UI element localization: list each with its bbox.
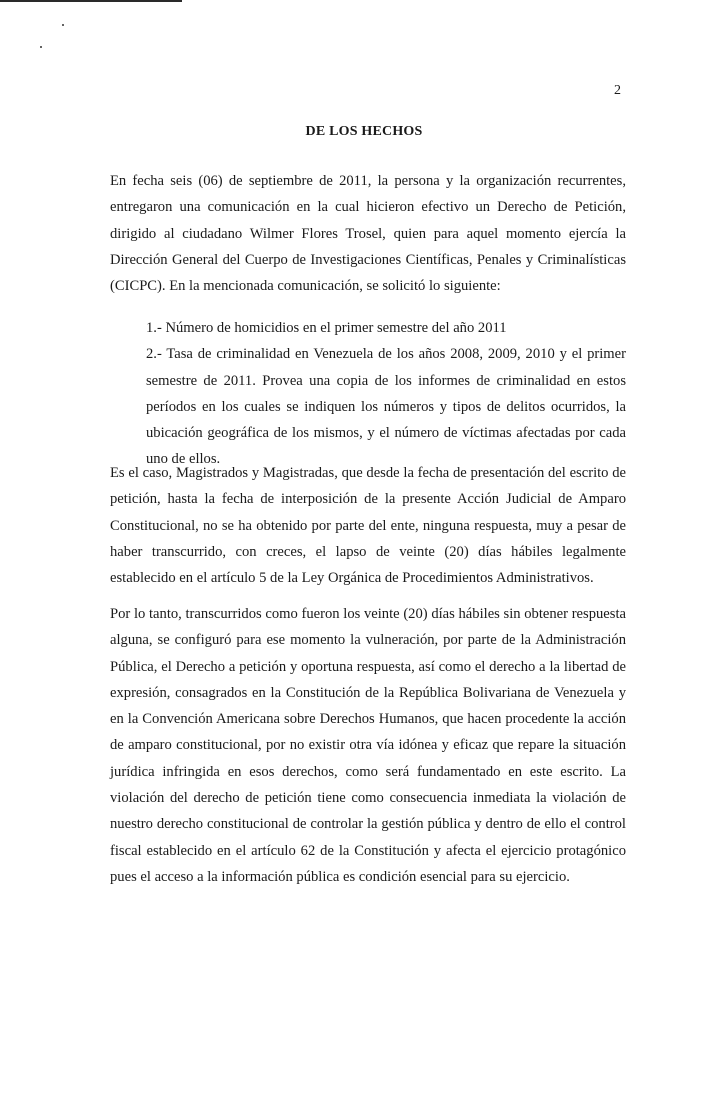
paragraph-no-response: Es el caso, Magistrados y Magistradas, que desde la fecha de presentación del escrito de petición, hasta la fecha de interposición de la presente Acción Judicial de Amparo Constitucional, no se ha obtenido por parte del ente, ninguna respuesta, muy a pesar de haber transcurrido, con creces, el lapso de veinte (20) días hábiles legalmente establecido en el artículo 5 de la Ley Orgánica de Procedimientos Administrativos. bbox=[110, 465, 626, 587]
scan-speck bbox=[62, 24, 64, 26]
scan-speck bbox=[40, 46, 42, 48]
page-number: 2 bbox=[614, 83, 621, 98]
list-item: 2.- Tasa de criminalidad en Venezuela de los años 2008, 2009, 2010 y el primer semestre de 2011. Provea una copia de los informes de criminalidad en estos períodos en los cuales se indiquen los números y tipos de delitos ocurridos, la ubicación geográfica de los mismos, y el número de víctimas afectadas por cada uno de ellos. bbox=[146, 346, 626, 468]
scan-edge-line bbox=[0, 0, 182, 2]
list-item: 1.- Número de homicidios en el primer semestre del año 2011 bbox=[146, 320, 507, 336]
paragraph-intro: En fecha seis (06) de septiembre de 2011, la persona y la organización recurrentes, entregaron una comunicación en la cual hicieron efectivo un Derecho de Petición, dirigido al ciudadano Wilmer Flores Trosel, quien para aquel momento ejercía la Dirección General del Cuerpo de Investigaciones Científicas, Penales y Criminalísticas (CICPC). En la mencionada comunicación, se solicitó lo siguiente: bbox=[110, 173, 626, 295]
paragraph-violation: Por lo tanto, transcurridos como fueron los veinte (20) días hábiles sin obtener respuesta alguna, se configuró para ese momento la vulneración, por parte de la Administración Pública, el Derecho a petición y oportuna respuesta, así como el derecho a la libertad de expresión, consagrados en la Constitución de la República Bolivariana de Venezuela y en la Convención Americana sobre Derechos Humanos, que hacen procedente la acción de amparo constitucional, por no existir otra vía idónea y eficaz que repare la situación jurídica infringida en esos derechos, como será fundamentado en este escrito. La violación del derecho de petición tiene como consecuencia inmediata la violación de nuestro derecho constitucional de controlar la gestión pública y dentro de ello el control fiscal establecido en el artículo 62 de la Constitución y afecta el ejercicio protagónico pues el acceso a la información pública es condición esencial para su ejercicio. bbox=[110, 606, 626, 885]
section-heading: DE LOS HECHOS bbox=[305, 124, 423, 139]
request-list bbox=[146, 315, 626, 473]
